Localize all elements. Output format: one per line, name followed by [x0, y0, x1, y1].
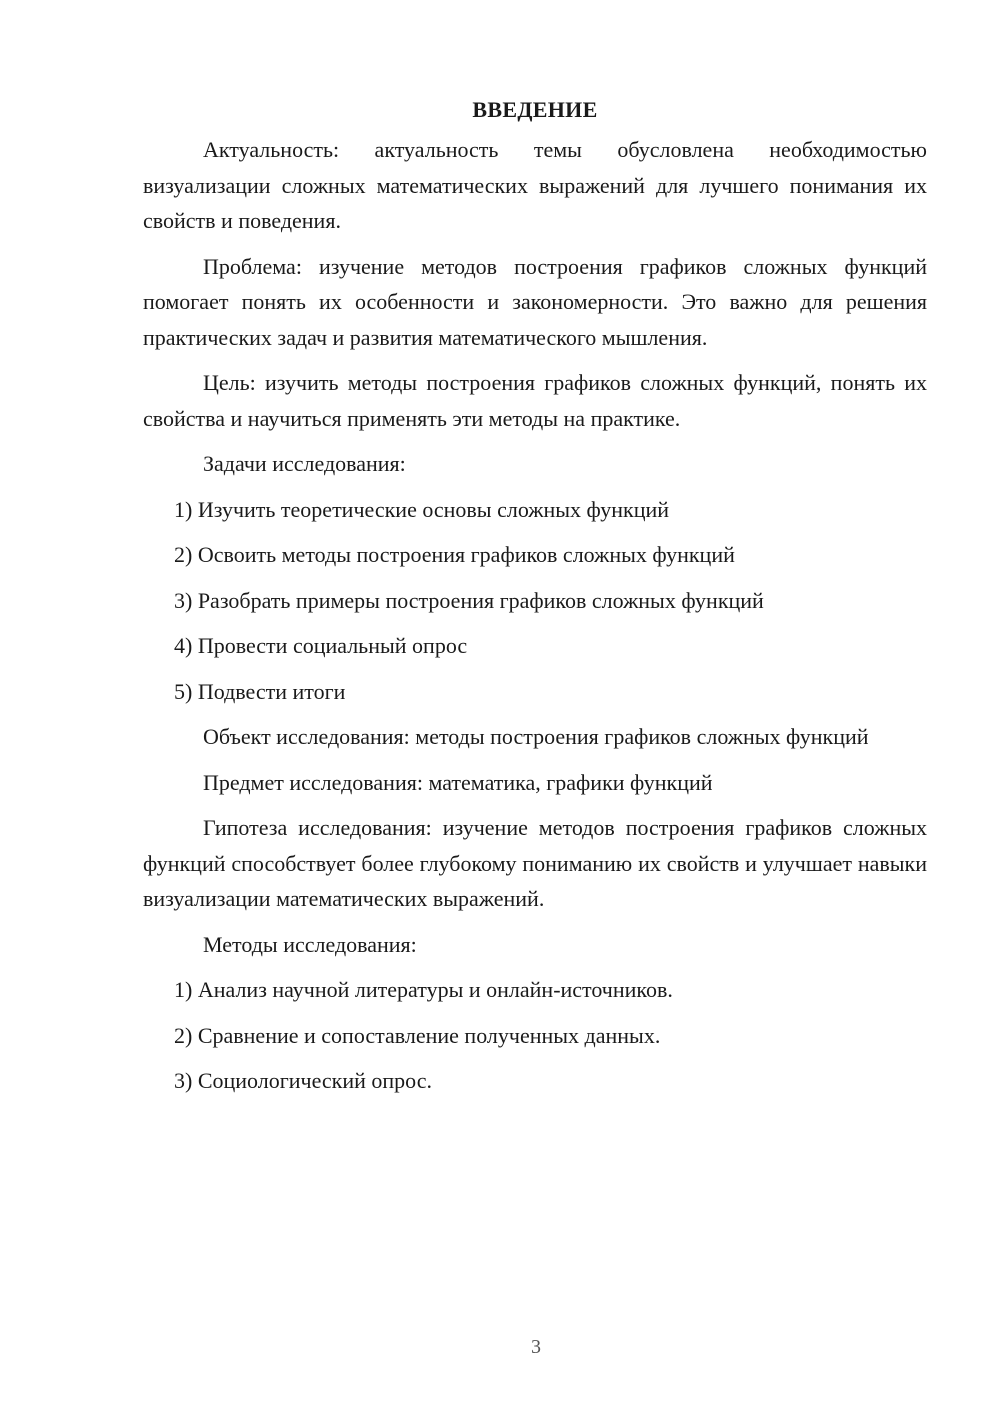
document-body — [143, 92, 927, 1109]
task-item-1: 1) Изучить теоретические основы сложных функций — [174, 496, 670, 522]
tasks-title: Задачи исследования: — [203, 451, 406, 476]
goal-paragraph: Цель: изучить методы построения графиков сложных функций, понять их свойства и научиться применять эти методы на практике. — [143, 370, 927, 431]
task-item-4: 4) Провести социальный опрос — [174, 633, 468, 658]
subject-paragraph: Предмет исследования: математика, графики функций — [203, 769, 713, 795]
object-paragraph: Объект исследования: методы построения графиков сложных функций — [203, 724, 869, 749]
page-number: 3 — [531, 1336, 541, 1358]
problem-paragraph: Проблема: изучение методов построения графиков сложных функций помогает понять их особенности и закономерности. Это важно для решения практических задач и развития математического мышления. — [143, 253, 927, 350]
methods-title: Методы исследования: — [203, 931, 417, 957]
relevance-paragraph: Актуальность: актуальность темы обусловлена необходимостью визуализации сложных математических выражений для лучшего понимания их свойств и поведения. — [143, 137, 927, 233]
method-item-3: 3) Социологический опрос. — [174, 1068, 432, 1093]
task-item-3: 3) Разобрать примеры построения графиков сложных функций — [174, 587, 764, 613]
hypothesis-paragraph: Гипотеза исследования: изучение методов построения графиков сложных функций способствует более глубокому пониманию их свойств и улучшает навыки визуализации математических выражений. — [143, 815, 927, 911]
method-item-1: 1) Анализ научной литературы и онлайн-источников. — [174, 977, 673, 1002]
task-item-2: 2) Освоить методы построения графиков сложных функций — [174, 542, 735, 567]
method-item-2: 2) Сравнение и сопоставление полученных данных. — [174, 1022, 661, 1048]
section-heading: ВВЕДЕНИЕ — [472, 97, 598, 122]
task-item-5: 5) Подвести итоги — [174, 678, 346, 704]
